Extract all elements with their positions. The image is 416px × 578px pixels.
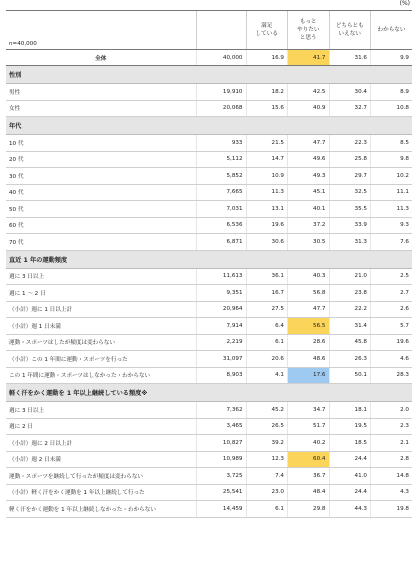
value-cell: 13.1 <box>246 201 288 218</box>
sample-count: 7,665 <box>196 184 246 201</box>
row-label: （小計）週に 2 日以上計 <box>6 435 196 452</box>
value-cell: 8.9 <box>371 84 413 101</box>
unit-label: (%) <box>399 0 410 7</box>
value-cell: 25.8 <box>329 151 371 168</box>
sample-count: 20,068 <box>196 100 246 117</box>
value-cell: 4.1 <box>246 367 288 384</box>
sample-count: 25,541 <box>196 484 246 501</box>
value-cell: 35.5 <box>329 201 371 218</box>
row-label: （小計）この 1 年間に運動・スポーツを行った <box>6 351 196 368</box>
value-cell: 45.2 <box>246 402 288 419</box>
value-cell: 32.7 <box>329 100 371 117</box>
value-cell: 11.1 <box>371 184 413 201</box>
value-cell: 21.5 <box>246 135 288 152</box>
value-cell: 10.2 <box>371 168 413 185</box>
value-cell: 2.5 <box>371 268 413 285</box>
value-cell: 30.4 <box>329 84 371 101</box>
value-cell: 45.1 <box>288 184 330 201</box>
value-cell: 16.9 <box>246 50 288 66</box>
table-row <box>6 402 412 419</box>
sample-count: 14,459 <box>196 501 246 518</box>
table-row <box>6 334 412 351</box>
value-cell: 6.1 <box>246 501 288 518</box>
value-cell: 30.6 <box>246 234 288 251</box>
value-cell: 37.2 <box>288 217 330 234</box>
value-cell: 19.6 <box>246 217 288 234</box>
value-cell: 2.8 <box>371 451 413 468</box>
sample-count: 20,964 <box>196 301 246 318</box>
table-row <box>6 367 412 384</box>
table-row <box>6 234 412 251</box>
table-row <box>6 318 412 335</box>
value-cell: 28.6 <box>288 334 330 351</box>
value-cell: 12.3 <box>246 451 288 468</box>
value-cell: 17.6 <box>288 367 330 384</box>
table-row <box>6 168 412 185</box>
table-row <box>6 484 412 501</box>
row-label: 全体 <box>6 50 196 66</box>
sample-count: 5,112 <box>196 151 246 168</box>
value-cell: 47.7 <box>288 301 330 318</box>
value-cell: 32.5 <box>329 184 371 201</box>
column-header: もっと やりたい と思う <box>288 11 330 50</box>
value-cell: 31.3 <box>329 234 371 251</box>
sample-count: 40,000 <box>196 50 246 66</box>
value-cell: 6.4 <box>246 318 288 335</box>
sample-count: 11,613 <box>196 268 246 285</box>
table-row <box>6 135 412 152</box>
value-cell: 31.4 <box>329 318 371 335</box>
table-row <box>6 201 412 218</box>
value-cell: 2.0 <box>371 402 413 419</box>
column-header: 満足 している <box>246 11 288 50</box>
value-cell: 51.7 <box>288 418 330 435</box>
row-label: 週に 3 日以上 <box>6 402 196 419</box>
value-cell: 28.3 <box>371 367 413 384</box>
column-header: わからない <box>371 11 413 50</box>
row-label: この 1 年間に運動・スポーツはしなかった・わからない <box>6 367 196 384</box>
value-cell: 31.6 <box>329 50 371 66</box>
value-cell: 36.7 <box>288 468 330 485</box>
value-cell: 45.8 <box>329 334 371 351</box>
value-cell: 5.7 <box>371 318 413 335</box>
value-cell: 18.2 <box>246 84 288 101</box>
row-label: 運動・スポーツはしたが頻度は変わらない <box>6 334 196 351</box>
total-row <box>6 50 412 66</box>
value-cell: 2.6 <box>371 301 413 318</box>
sample-count: 7,362 <box>196 402 246 419</box>
sample-count: 31,097 <box>196 351 246 368</box>
value-cell: 2.1 <box>371 435 413 452</box>
section-title: 年代 <box>6 117 412 135</box>
value-cell: 2.3 <box>371 418 413 435</box>
sample-count: 7,031 <box>196 201 246 218</box>
value-cell: 18.1 <box>329 402 371 419</box>
value-cell: 24.4 <box>329 484 371 501</box>
value-cell: 40.1 <box>288 201 330 218</box>
value-cell: 14.8 <box>371 468 413 485</box>
section-title: 性別 <box>6 66 412 84</box>
survey-table <box>6 10 412 518</box>
row-label: 40 代 <box>6 184 196 201</box>
value-cell: 44.3 <box>329 501 371 518</box>
value-cell: 6.1 <box>246 334 288 351</box>
value-cell: 9.8 <box>371 151 413 168</box>
row-label: 週に 2 日 <box>6 418 196 435</box>
table-row <box>6 285 412 302</box>
value-cell: 56.5 <box>288 318 330 335</box>
value-cell: 41.7 <box>288 50 330 66</box>
sample-count: 6,871 <box>196 234 246 251</box>
table-row <box>6 501 412 518</box>
value-cell: 39.2 <box>246 435 288 452</box>
table-row <box>6 100 412 117</box>
table-header-row <box>6 11 412 50</box>
value-cell: 10.8 <box>371 100 413 117</box>
value-cell: 27.5 <box>246 301 288 318</box>
value-cell: 48.4 <box>288 484 330 501</box>
table-row <box>6 268 412 285</box>
row-label: （小計）軽く汗をかく運動を 1 年以上継続して行った <box>6 484 196 501</box>
row-label: 20 代 <box>6 151 196 168</box>
value-cell: 40.2 <box>288 435 330 452</box>
section-title: 直近 1 年の運動頻度 <box>6 250 412 268</box>
section-header-row <box>6 66 412 84</box>
value-cell: 9.9 <box>371 50 413 66</box>
value-cell: 34.7 <box>288 402 330 419</box>
value-cell: 15.6 <box>246 100 288 117</box>
row-label: 30 代 <box>6 168 196 185</box>
value-cell: 26.5 <box>246 418 288 435</box>
sample-count: 2,219 <box>196 334 246 351</box>
value-cell: 10.9 <box>246 168 288 185</box>
row-label: 女性 <box>6 100 196 117</box>
value-cell: 29.8 <box>288 501 330 518</box>
value-cell: 42.5 <box>288 84 330 101</box>
row-label: 週に 1 ～ 2 日 <box>6 285 196 302</box>
table-row <box>6 435 412 452</box>
header-n-cell <box>196 11 246 50</box>
value-cell: 11.3 <box>246 184 288 201</box>
sample-count: 933 <box>196 135 246 152</box>
value-cell: 26.3 <box>329 351 371 368</box>
value-cell: 50.1 <box>329 367 371 384</box>
table-row <box>6 351 412 368</box>
row-label: 10 代 <box>6 135 196 152</box>
table-row <box>6 418 412 435</box>
value-cell: 23.8 <box>329 285 371 302</box>
value-cell: 7.4 <box>246 468 288 485</box>
table-row <box>6 84 412 101</box>
value-cell: 49.3 <box>288 168 330 185</box>
row-label: （小計）週に 1 日以上計 <box>6 301 196 318</box>
value-cell: 47.7 <box>288 135 330 152</box>
sample-count: 9,351 <box>196 285 246 302</box>
value-cell: 33.9 <box>329 217 371 234</box>
value-cell: 22.3 <box>329 135 371 152</box>
value-cell: 60.4 <box>288 451 330 468</box>
row-label: （小計）週 1 日未満 <box>6 318 196 335</box>
value-cell: 23.0 <box>246 484 288 501</box>
table-row <box>6 451 412 468</box>
table-row <box>6 301 412 318</box>
sample-count: 10,989 <box>196 451 246 468</box>
section-header-row <box>6 384 412 402</box>
section-title: 軽く汗をかく運動を 1 年以上継続している頻度※ <box>6 384 412 402</box>
row-label: 70 代 <box>6 234 196 251</box>
value-cell: 19.5 <box>329 418 371 435</box>
section-header-row <box>6 250 412 268</box>
value-cell: 18.5 <box>329 435 371 452</box>
value-cell: 8.5 <box>371 135 413 152</box>
sample-count: 7,914 <box>196 318 246 335</box>
row-label: 男性 <box>6 84 196 101</box>
value-cell: 22.2 <box>329 301 371 318</box>
value-cell: 20.6 <box>246 351 288 368</box>
value-cell: 49.6 <box>288 151 330 168</box>
value-cell: 24.4 <box>329 451 371 468</box>
section-header-row <box>6 117 412 135</box>
row-label: 軽く汗をかく運動を 1 年以上継続しなかった・わからない <box>6 501 196 518</box>
value-cell: 56.8 <box>288 285 330 302</box>
sample-count: 6,536 <box>196 217 246 234</box>
value-cell: 19.8 <box>371 501 413 518</box>
value-cell: 30.5 <box>288 234 330 251</box>
value-cell: 41.0 <box>329 468 371 485</box>
table-row <box>6 184 412 201</box>
sample-size-label: n=40,000 <box>6 11 196 50</box>
row-label: 60 代 <box>6 217 196 234</box>
value-cell: 29.7 <box>329 168 371 185</box>
value-cell: 40.3 <box>288 268 330 285</box>
sample-count: 10,827 <box>196 435 246 452</box>
table-row <box>6 217 412 234</box>
table-row <box>6 151 412 168</box>
value-cell: 11.3 <box>371 201 413 218</box>
value-cell: 4.6 <box>371 351 413 368</box>
value-cell: 48.6 <box>288 351 330 368</box>
value-cell: 36.1 <box>246 268 288 285</box>
row-label: 週に 3 日以上 <box>6 268 196 285</box>
value-cell: 4.3 <box>371 484 413 501</box>
value-cell: 7.6 <box>371 234 413 251</box>
value-cell: 19.6 <box>371 334 413 351</box>
row-label: 運動・スポーツを継続して行ったが頻度は変わらない <box>6 468 196 485</box>
column-header: どちらとも いえない <box>329 11 371 50</box>
sample-count: 19,910 <box>196 84 246 101</box>
sample-count: 8,903 <box>196 367 246 384</box>
row-label: 50 代 <box>6 201 196 218</box>
value-cell: 9.3 <box>371 217 413 234</box>
value-cell: 40.9 <box>288 100 330 117</box>
sample-count: 5,852 <box>196 168 246 185</box>
value-cell: 14.7 <box>246 151 288 168</box>
value-cell: 2.7 <box>371 285 413 302</box>
row-label: （小計）週 2 日未満 <box>6 451 196 468</box>
sample-count: 3,725 <box>196 468 246 485</box>
value-cell: 16.7 <box>246 285 288 302</box>
table-row <box>6 468 412 485</box>
sample-count: 3,465 <box>196 418 246 435</box>
value-cell: 21.0 <box>329 268 371 285</box>
